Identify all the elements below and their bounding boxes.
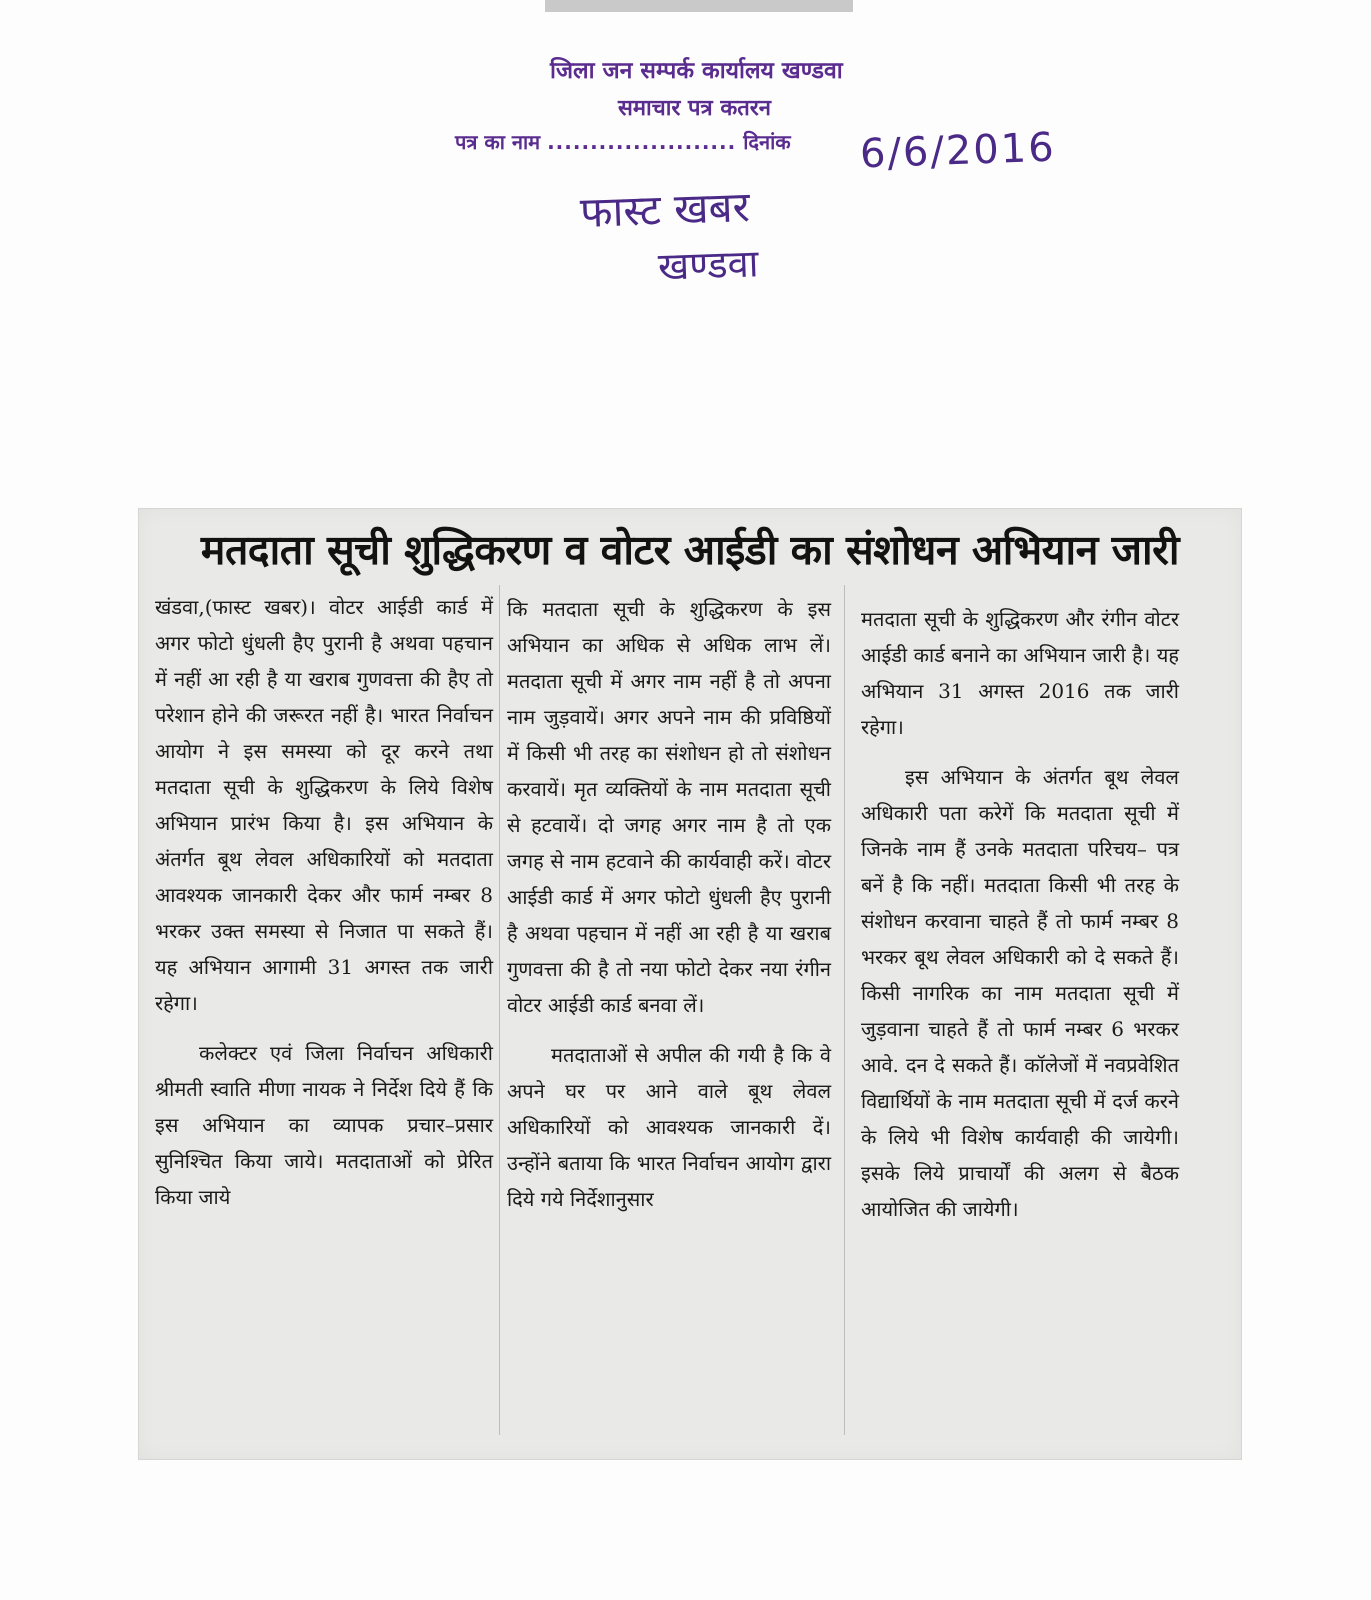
article-paragraph: कलेक्टर एवं जिला निर्वाचन अधिकारी श्रीमती स्वाति मीणा नायक ने निर्देश दिये हैं कि इस अभियान का व्यापक प्रचार–प्रसार सुनिश्चित किया जाये। मतदाताओं को प्रेरित किया जाये xyxy=(155,1041,493,1209)
stamp-date-label: दिनांक xyxy=(743,130,791,154)
article-paragraph: मतदाताओं से अपील की गयी है कि वे अपने घर पर आने वाले बूथ लेवल अधिकारियों को आवश्यक जानकारी दें। उन्होंने बताया कि भारत निर्वाचन आयोग द्वारा दिये गये निर्देशानुसार xyxy=(507,1043,831,1211)
article-column-3 xyxy=(861,601,1179,1227)
stamp-paper-label: पत्र का नाम xyxy=(455,130,541,154)
stamp-paper-dots: ...................... xyxy=(547,130,737,154)
article-paragraph: खंडवा,(फास्ट खबर)। वोटर आईडी कार्ड में अगर फोटो धुंधली हैए पुरानी है अथवा पहचान में नहीं आ रही है या खराब गुणवत्ता की हैए तो परेशान होने की जरूरत नहीं है। भारत निर्वाचन आयोग ने इस समस्या को दूर करने तथा मतदाता सूची के शुद्धिकरण के लिये विशेष अभियान प्रारंभ किया है। इस अभियान के अंतर्गत बूथ लेवल अधिकारियों को मतदाता आवश्यक जानकारी देकर और फार्म नम्बर 8 भरकर उक्त समस्या से निजात पा सकते हैं। यह अभियान आगामी 31 अगस्त तक जारी रहेगा। xyxy=(155,595,493,1015)
article-paragraph: इस अभियान के अंतर्गत बूथ लेवल अधिकारी पता करेगें कि मतदाता सूची में जिनके नाम हैं उनके मतदाता परिचय– पत्र बनें है कि नहीं। मतदाता किसी भी तरह के संशोधन करवाना चाहते हैं तो फार्म नम्बर 8 भरकर बूथ लेवल अधिकारी को दे सकते हैं। किसी नागरिक का नाम मतदाता सूची में जुड़वाना चाहते हैं तो फार्म नम्बर 6 भरकर आवे. दन दे सकते हैं। कॉलेजों में नवप्रवेशित विद्यार्थियों के नाम मतदाता सूची में दर्ज करने के लिये भी विशेष कार्यवाही की जायेगी। इसके लिये प्राचार्यों की अलग से बैठक आयोजित की जायेगी। xyxy=(861,765,1179,1221)
handwritten-date: 6/6/2016 xyxy=(859,124,1057,178)
column-divider xyxy=(844,585,845,1435)
handwritten-city: खण्डवा xyxy=(657,241,760,289)
handwritten-paper-name: फास्ट खबर xyxy=(579,182,751,237)
stamp-fields-row xyxy=(455,128,791,155)
article-headline: मतदाता सूची शुद्धिकरण व वोटर आईडी का संशोधन अभियान जारी xyxy=(200,526,1180,574)
column-divider xyxy=(499,585,500,1435)
article-paragraph: कि मतदाता सूची के शुद्धिकरण के इस अभियान का अधिक से अधिक लाभ लें। मतदाता सूची में अगर नाम नहीं है तो अपना नाम जुड़वायें। अगर अपने नाम की प्रविष्ठियों में किसी भी तरह का संशोधन हो तो संशोधन करवायें। मृत व्यक्तियों के नाम मतदाता सूची से हटवायें। दो जगह अगर नाम है तो एक जगह से नाम हटवाने की कार्यवाही करें। वोटर आईडी कार्ड में अगर फोटो धुंधली हैए पुरानी है अथवा पहचान में नहीं आ रही है या खराब गुणवत्ता की है तो नया फोटो देकर नया रंगीन वोटर आईडी कार्ड बनवा लें। xyxy=(507,597,831,1017)
stamp-office-name: जिला जन सम्पर्क कार्यालय खण्डवा xyxy=(550,58,843,84)
article-paragraph: मतदाता सूची के शुद्धिकरण और रंगीन वोटर आईडी कार्ड बनाने का अभियान जारी है। यह अभियान 31 अगस्त 2016 तक जारी रहेगा। xyxy=(861,607,1179,739)
article-column-2 xyxy=(507,591,831,1217)
scan-edge-strip xyxy=(545,0,853,12)
stamp-clipping-label: समाचार पत्र कतरन xyxy=(618,96,771,121)
newspaper-clipping xyxy=(138,508,1242,1460)
article-column-1 xyxy=(155,589,493,1215)
